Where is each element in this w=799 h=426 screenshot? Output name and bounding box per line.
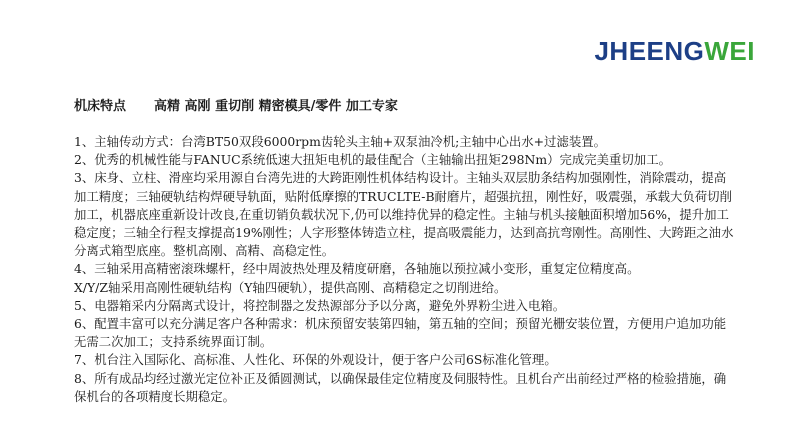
heading-slogan: 高精 高刚 重切削 精密模具/零件 加工专家 [154,99,398,114]
section-heading [74,95,398,114]
feature-item-5: 5、电器箱采内分隔离式设计，将控制器之发热源部分予以分离，避免外界粉尘进入电箱。 [74,297,566,313]
feature-list [74,133,734,406]
feature-item-4-detail: X/Y/Z轴采用高刚性硬轨结构（Y轴四硬轨），提供高刚、高精稳定之切削进给。 [74,279,507,295]
heading-label: 机床特点 [74,99,127,114]
brand-logo-text-green: WEI [704,36,755,66]
brand-logo [594,38,755,64]
feature-item-7: 7、机台注入国际化、高标准、人性化、环保的外观设计，便于客户公司6S标准化管理。 [74,352,557,368]
feature-item-2: 2、优秀的机械性能与FANUC系统低速大扭矩电机的最佳配合（主轴输出扭矩298Nm）完成完美重切加工。 [74,152,671,168]
brand-logo-text-dark: JHEENG [594,36,705,66]
feature-item-6: 6、配置丰富可以充分满足客户各种需求：机床预留安装第四轴，第五轴的空间；预留光栅安装位置，方便用户追加功能无需二次加工；支持系统界面订制。 [74,316,727,350]
feature-item-1: 1、主轴传动方式：台湾BT50双段6000rpm齿轮头主轴+双泵油冷机;主轴中心出水+过滤装置。 [74,134,606,149]
feature-item-3: 3、床身、立柱、滑座均采用源自台湾先进的大跨距刚性机体结构设计。主轴头双层肋条结构加强刚性，消除震动，提高加工精度；三轴硬轨结构焊硬导轨面，贴附低摩擦的TRUCLTE-B耐磨片，超强抗扭，刚性好，吸震强，承载大负荷切削加工，机器底座重新设计改良,在重切销负载状况下,仍可以维持优异的稳定性。主轴与机头接触面积增加56%，提升加工稳定度；三轴全行程支撑提高19%刚性；人字形整体铸造立柱，提高吸震能力，达到高抗弯刚性。高刚性、大跨距之油水分离式箱型底座。整机高刚、高精、高稳定性。 [74,170,734,259]
feature-item-4: 4、三轴采用高精密滚珠螺杆，经中周波热处理及精度研磨，各轴施以预拉减小变形，重复定位精度高。 [74,261,640,277]
feature-item-8: 8、所有成品均经过激光定位补正及循圆测试，以确保最佳定位精度及伺服特性。且机台产出前经过严格的检验措施，确保机台的各项精度长期稳定。 [74,370,727,404]
